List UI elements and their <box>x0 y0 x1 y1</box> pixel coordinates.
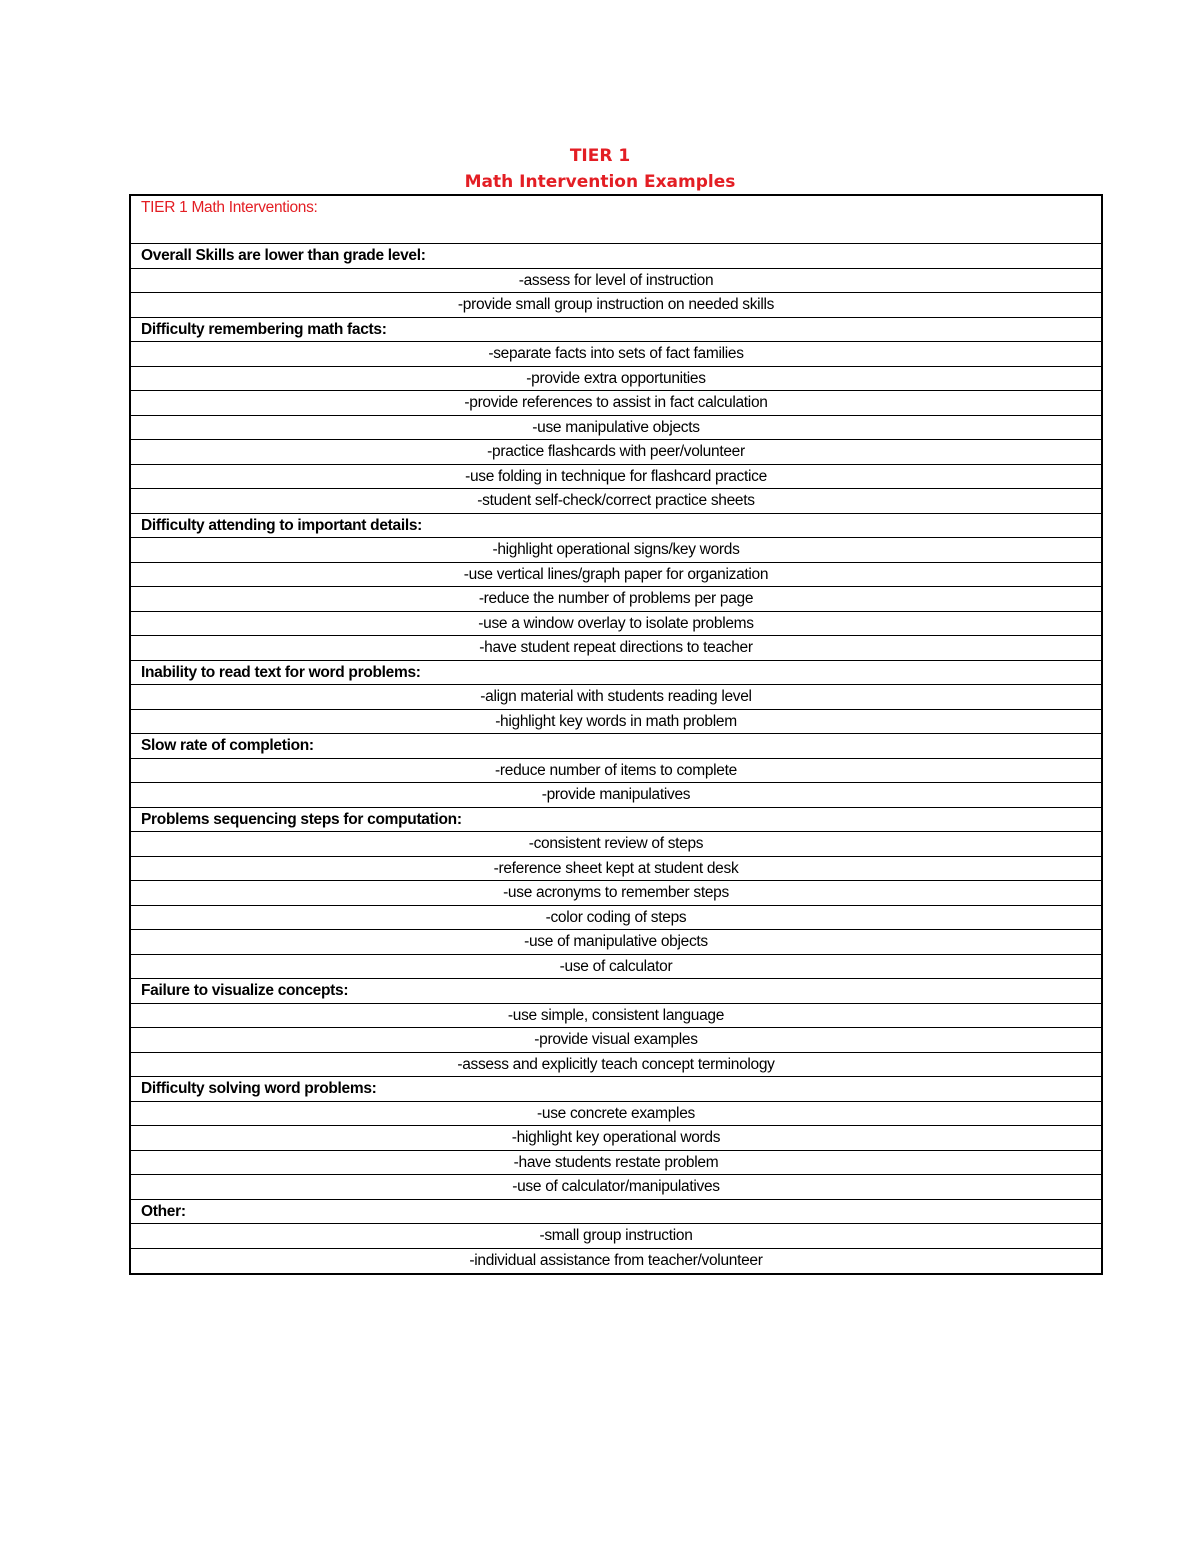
intervention-item: -use of calculator/manipulatives <box>131 1175 1101 1200</box>
intervention-item: -use of calculator <box>131 955 1101 980</box>
category-row: Other: <box>131 1200 1101 1225</box>
intervention-item: -reduce number of items to complete <box>131 759 1101 784</box>
intervention-item: -reduce the number of problems per page <box>131 587 1101 612</box>
intervention-item: -provide small group instruction on needed skills <box>131 293 1101 318</box>
intervention-item: -provide visual examples <box>131 1028 1101 1053</box>
intervention-item: -small group instruction <box>131 1224 1101 1249</box>
intervention-item: -have student repeat directions to teacher <box>131 636 1101 661</box>
table-header: TIER 1 Math Interventions: <box>131 196 1101 244</box>
intervention-item: -assess and explicitly teach concept terminology <box>131 1053 1101 1078</box>
intervention-item: -use acronyms to remember steps <box>131 881 1101 906</box>
intervention-item: -reference sheet kept at student desk <box>131 857 1101 882</box>
title-subtitle: Math Intervention Examples <box>464 172 736 192</box>
intervention-item: -practice flashcards with peer/volunteer <box>131 440 1101 465</box>
intervention-item: -student self-check/correct practice sheets <box>131 489 1101 514</box>
intervention-item: -consistent review of steps <box>131 832 1101 857</box>
category-row: Difficulty remembering math facts: <box>131 318 1101 343</box>
category-row: Difficulty attending to important details: <box>131 514 1101 539</box>
intervention-item: -color coding of steps <box>131 906 1101 931</box>
category-row: Failure to visualize concepts: <box>131 979 1101 1004</box>
intervention-item: -separate facts into sets of fact families <box>131 342 1101 367</box>
intervention-item: -individual assistance from teacher/volunteer <box>469 1251 763 1269</box>
category-row: Problems sequencing steps for computation: <box>131 808 1101 833</box>
intervention-item: -use manipulative objects <box>131 416 1101 441</box>
category-row: Difficulty solving word problems: <box>131 1077 1101 1102</box>
intervention-item: -have students restate problem <box>131 1151 1101 1176</box>
title-tier: TIER 1 <box>569 146 631 166</box>
intervention-item: -assess for level of instruction <box>131 269 1101 294</box>
intervention-item: -provide references to assist in fact calculation <box>131 391 1101 416</box>
intervention-item: -highlight key operational words <box>131 1126 1101 1151</box>
intervention-item: -provide manipulatives <box>131 783 1101 808</box>
intervention-item: -highlight key words in math problem <box>131 710 1101 735</box>
intervention-item: -use simple, consistent language <box>131 1004 1101 1029</box>
intervention-item: -align material with students reading level <box>131 685 1101 710</box>
category-row: Slow rate of completion: <box>131 734 1101 759</box>
category-row: Inability to read text for word problems: <box>131 661 1101 686</box>
intervention-item: -use vertical lines/graph paper for organization <box>131 563 1101 588</box>
intervention-item: -use of manipulative objects <box>131 930 1101 955</box>
interventions-table <box>129 194 1103 1275</box>
intervention-item: -use folding in technique for flashcard practice <box>131 465 1101 490</box>
intervention-item: -use a window overlay to isolate problems <box>131 612 1101 637</box>
intervention-item: -provide extra opportunities <box>131 367 1101 392</box>
category-row: Overall Skills are lower than grade level: <box>131 244 1101 269</box>
document-title <box>0 143 1200 195</box>
intervention-item: -use concrete examples <box>131 1102 1101 1127</box>
intervention-item: -highlight operational signs/key words <box>131 538 1101 563</box>
